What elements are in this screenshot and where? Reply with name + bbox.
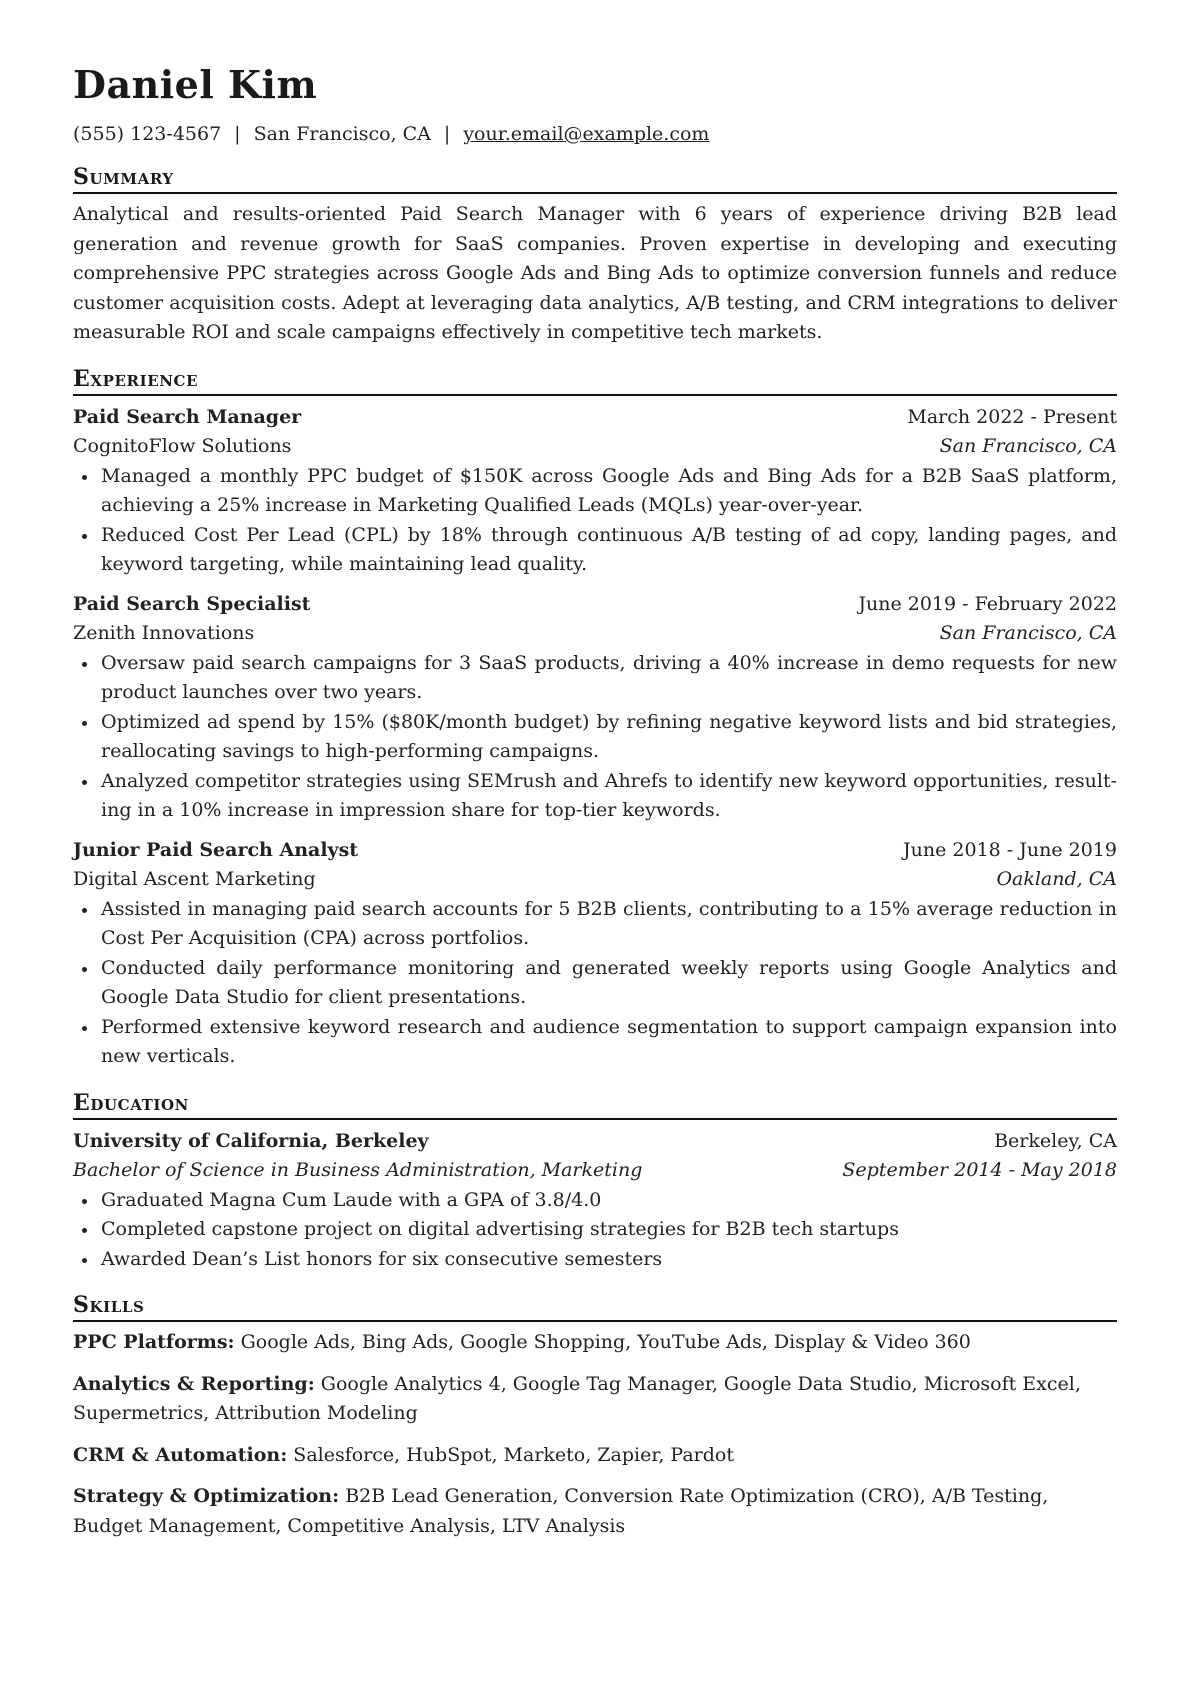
achievement-item: Managed a monthly PPC budget of $150K across Google Ads and Bing Ads for a B2B SaaS platform, achieving a 25% increase in Marketing Qualified Leads (MQLs) year-over-year. bbox=[101, 462, 1117, 521]
skill-group-values: B2B Lead Generation, Conversion Rate Optimization (CRO), A/B Testing, Budget Management, Competitive Analysis, LTV Analysis bbox=[73, 1485, 1049, 1537]
job-dates: June 2018 - June 2019 bbox=[903, 838, 1117, 861]
education-highlight-item: Awarded Dean’s List honors for six consecutive semesters bbox=[101, 1245, 1117, 1275]
skill-group bbox=[73, 1441, 1117, 1471]
section-heading-education: Education bbox=[73, 1086, 1117, 1120]
phone-number: (555) 123-4567 bbox=[73, 123, 222, 145]
job-dates: June 2019 - February 2022 bbox=[858, 592, 1117, 615]
skill-group bbox=[73, 1370, 1117, 1429]
contact-separator: | bbox=[234, 123, 241, 145]
achievement-item: Reduced Cost Per Lead (CPL) by 18% through continuous A/B testing of ad copy, landing pages, and keyword targeting, while maintaining lead quality. bbox=[101, 521, 1117, 580]
achievement-item: Analyzed competitor strategies using SEMrush and Ahrefs to identify new keyword opportunities, resulting in a 10% increase in impression share for top-tier keywords. bbox=[101, 767, 1117, 826]
experience-entry bbox=[73, 403, 1117, 580]
contact-line bbox=[73, 122, 1117, 146]
school-name: University of California, Berkeley bbox=[73, 1129, 429, 1152]
company-name: Digital Ascent Marketing bbox=[73, 868, 316, 890]
job-title: Paid Search Specialist bbox=[73, 592, 311, 615]
contact-separator: | bbox=[443, 123, 451, 145]
job-location: Oakland, CA bbox=[996, 868, 1117, 890]
company-name: Zenith Innovations bbox=[73, 622, 255, 644]
achievement-item: Performed extensive keyword research and audience segmentation to support campaign expansion into new verticals. bbox=[101, 1013, 1117, 1072]
skills-list bbox=[73, 1328, 1117, 1541]
achievement-item: Optimized ad spend by 15% ($80K/month budget) by refining negative keyword lists and bid strategies, reallocating savings to high-performing campaigns. bbox=[101, 708, 1117, 767]
job-location: San Francisco, CA bbox=[939, 435, 1117, 457]
section-heading-experience: Experience bbox=[73, 362, 1117, 396]
education-highlights bbox=[73, 1186, 1117, 1275]
section-heading-summary: Summary bbox=[73, 160, 1117, 194]
job-location: San Francisco, CA bbox=[939, 622, 1117, 644]
achievement-item: Conducted daily performance monitoring and generated weekly reports using Google Analytics and Google Data Studio for client presentations. bbox=[101, 954, 1117, 1013]
skill-group-label: CRM & Automation: bbox=[73, 1443, 288, 1466]
skill-group bbox=[73, 1328, 1117, 1358]
section-heading-skills: Skills bbox=[73, 1288, 1117, 1322]
job-title: Junior Paid Search Analyst bbox=[73, 838, 359, 861]
education-highlight-item: Completed capstone project on digital advertising strategies for B2B tech startups bbox=[101, 1215, 1117, 1245]
job-dates: March 2022 - Present bbox=[907, 405, 1117, 428]
achievement-list bbox=[73, 462, 1117, 580]
skill-group-values: Google Analytics 4, Google Tag Manager, Google Data Studio, Microsoft Excel, Supermetrics, Attribution Modeling bbox=[73, 1372, 1081, 1424]
company-name: CognitoFlow Solutions bbox=[73, 435, 292, 457]
education-dates: September 2014 - May 2018 bbox=[842, 1159, 1117, 1181]
skill-group-values: Google Ads, Bing Ads, Google Shopping, YouTube Ads, Display & Video 360 bbox=[240, 1331, 971, 1353]
education-highlight-item: Graduated Magna Cum Laude with a GPA of 3.8/4.0 bbox=[101, 1186, 1117, 1216]
experience-entry bbox=[73, 836, 1117, 1072]
skill-group bbox=[73, 1482, 1117, 1541]
skill-group-label: Analytics & Reporting: bbox=[73, 1372, 315, 1395]
achievement-item: Assisted in managing paid search accounts for 5 B2B clients, contributing to a 15% average reduction in Cost Per Acquisition (CPA) across portfolios. bbox=[101, 895, 1117, 954]
school-location: Berkeley, CA bbox=[994, 1129, 1117, 1152]
achievement-list bbox=[73, 895, 1117, 1072]
email-link[interactable]: your.email@example.com bbox=[463, 123, 710, 145]
job-title: Paid Search Manager bbox=[73, 405, 302, 428]
skill-group-label: PPC Platforms: bbox=[73, 1331, 235, 1353]
summary-text: Analytical and results-oriented Paid Search Manager with 6 years of experience driving B2B lead generation and revenue growth for SaaS companies. Proven expertise in developing and executing comprehensive PPC strategies across Google Ads and Bing Ads to optimize conversion funnels and reduce customer acquisition costs. Adept at leveraging data analytics, A/B testing, and CRM integrations to deliver measurable ROI and scale campaigns effectively in competitive tech markets. bbox=[73, 203, 1117, 343]
degree-name: Bachelor of Science in Business Administration, Marketing bbox=[73, 1159, 643, 1181]
candidate-name: Daniel Kim bbox=[73, 62, 318, 107]
achievement-item: Oversaw paid search campaigns for 3 SaaS products, driving a 40% increase in demo requests for new product launches over two years. bbox=[101, 649, 1117, 708]
contact-location: San Francisco, CA bbox=[253, 123, 431, 145]
education-entry bbox=[73, 1127, 1117, 1275]
skill-group-values: Salesforce, HubSpot, Marketo, Zapier, Pardot bbox=[293, 1443, 734, 1466]
skill-group-label: Strategy & Optimization: bbox=[73, 1485, 340, 1507]
achievement-list bbox=[73, 649, 1117, 826]
experience-entry bbox=[73, 590, 1117, 826]
